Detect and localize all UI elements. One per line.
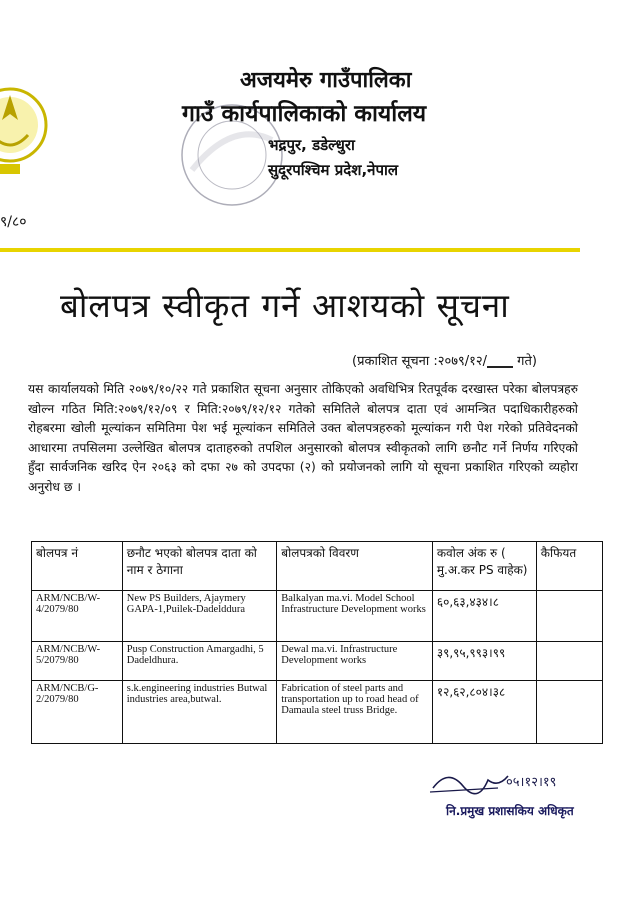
remarks-cell xyxy=(536,681,602,744)
col-header-remarks: कैफियत xyxy=(536,542,602,591)
table-row xyxy=(32,591,603,642)
amount-cell: १२,६२,८०४।३८ xyxy=(432,681,536,744)
bid-no-cell: ARM/NCB/W-4/2079/80 xyxy=(32,591,123,642)
publication-date-text: (प्रकाशित सूचना :२०७९/१२/ xyxy=(352,354,488,369)
remarks-cell xyxy=(536,642,602,681)
notice-body: यस कार्यालयको मिति २०७९/१०/२२ गते प्रकाशित सूचना अनुसार तोकिएको अवधिभित्र रितपूर्वक दरखास्त परेका बोलपत्रहरु खोल्न गठित मिति:२०७९/१२/०९ र मिति:२०७९/१२/१२ गतेको समितिले बोलपत्र दाता एवं आमन्त्रित पदाधिकारीहरुको रोहबरमा खोली मूल्यांकन समितिमा पेश भई मूल्यांकन समितिले उक्त बोलपत्रहरुको मूल्यांकन गरी पेश गरेको प्रतिवेदनको आधारमा तपसिलमा उल्लेखित बोलपत्र दाताहरुको तपशिल अनुसारको बोलपत्र स्वीकृतको लागि छनौट गर्ने निर्णय गरिएको हुँदा सार्वजनिक खरिद ऐन २०६३ को दफा २७ को उपदफा (२) को प्रयोजनको लागि यो सूचना प्रकाशित गरिएको व्यहोरा अनुरोध छ । xyxy=(28,382,578,494)
col-header-bidder: छनौट भएको बोलपत्र दाता को नाम र ठेगाना xyxy=(122,542,277,591)
bid-no-cell: ARM/NCB/W-5/2079/80 xyxy=(32,642,123,681)
nepal-emblem-icon xyxy=(0,80,50,180)
office-name: गाउँ कार्यपालिकाको कार्यालय xyxy=(182,101,427,127)
reference-number: ९/८० xyxy=(0,214,27,230)
table-header-row xyxy=(32,542,603,591)
signatory-title: नि.प्रमुख प्रशासकिय अधिकृत xyxy=(446,804,574,818)
col-header-bid-no: बोलपत्र नं xyxy=(32,542,123,591)
org-name: अजयमेरु गाउँपालिका xyxy=(240,68,412,93)
description-cell: Fabrication of steel parts and transportation up to road head of Damaula steel truss Bridge. xyxy=(277,681,433,744)
letterhead xyxy=(0,0,639,200)
bid-no-cell: ARM/NCB/G-2/2079/80 xyxy=(32,681,123,744)
address-line-2: सुदूरपश्चिम प्रदेश,नेपाल xyxy=(268,161,399,179)
bidder-cell: New PS Builders, Ajaymery GAPA-1,Puilek-Dadelddura xyxy=(122,591,277,642)
signature-date: ०५।१२।१९ xyxy=(506,775,557,790)
handwritten-date xyxy=(487,350,513,368)
remarks-cell xyxy=(536,591,602,642)
amount-cell: ६०,६३,४३४।८ xyxy=(432,591,536,642)
col-header-description: बोलपत्रको विवरण xyxy=(277,542,433,591)
address-line-1: भद्रपुर, डडेल्धुरा xyxy=(268,136,355,154)
bidder-cell: s.k.engineering industries Butwal industries area,butwal. xyxy=(122,681,277,744)
amount-cell: ३९,९५,९९३।९९ xyxy=(432,642,536,681)
notice-title: बोलपत्र स्वीकृत गर्ने आशयको सूचना xyxy=(60,286,510,325)
bidder-cell: Pusp Construction Amargadhi, 5 Dadeldhura. xyxy=(122,642,277,681)
divider-line xyxy=(0,248,580,252)
col-header-amount: कवोल अंक रु ( मु.अ.कर PS वाहेक) xyxy=(432,542,536,591)
table-row xyxy=(32,681,603,744)
publication-date xyxy=(352,350,537,369)
description-cell: Dewal ma.vi. Infrastructure Development works xyxy=(277,642,433,681)
table-row xyxy=(32,642,603,681)
publication-date-suffix: गते) xyxy=(513,354,537,369)
bid-table xyxy=(31,541,603,744)
description-cell: Balkalyan ma.vi. Model School Infrastructure Development works xyxy=(277,591,433,642)
